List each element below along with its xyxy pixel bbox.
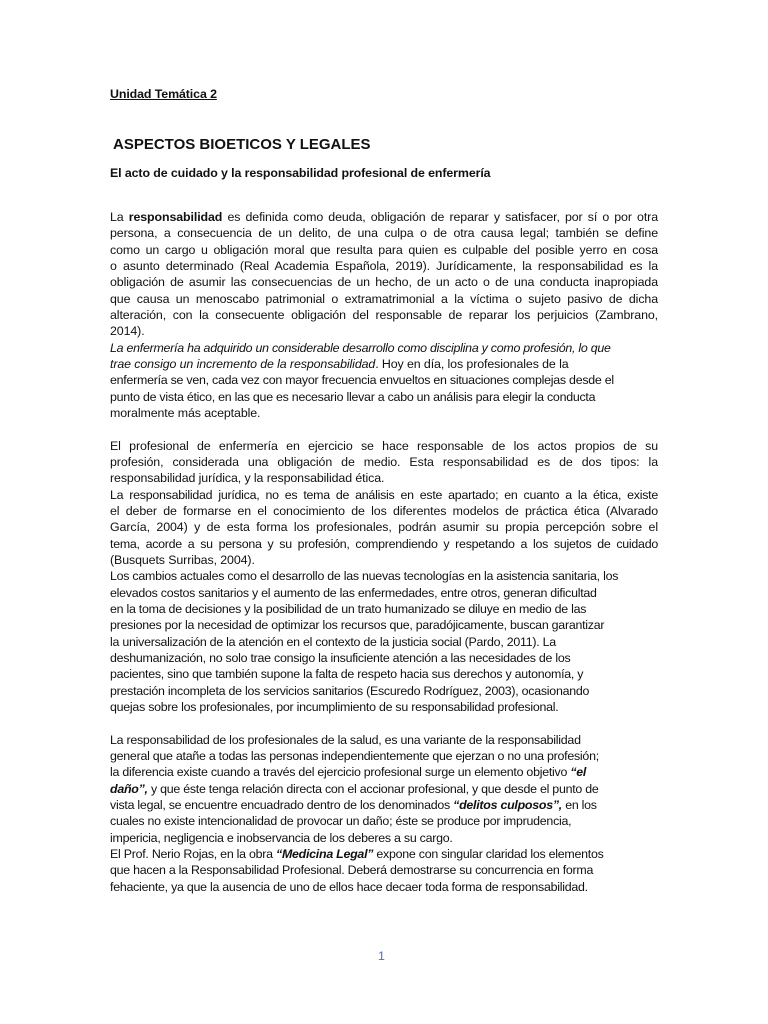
text-line: enfermería se ven, cada vez con mayor frecuencia envueltos en situaciones complejas desde el <box>110 373 614 387</box>
text-line <box>110 209 658 225</box>
text-line: presiones por la necesidad de optimizar los recursos que, paradójicamente, buscan garantizar <box>110 618 605 632</box>
text-line <box>110 764 586 780</box>
text-line: como un cargo u obligación moral que resulta para quien es culpable del posible yerro en cosa <box>110 243 658 257</box>
text-line: obligación de asumir las consecuencias de un hecho, de un acto o de una conducta inapropiada <box>110 275 658 289</box>
bold-term: responsabilidad <box>128 210 223 224</box>
text-line: o asunto determinado (Real Academia Española, 2019). Jurídicamente, la responsabilidad es la <box>110 259 658 273</box>
page-number: 1 <box>378 949 385 963</box>
text-line: 2014). <box>110 324 145 338</box>
text-line: elevados costos sanitarios y el aumento de las enfermedades, entre otros, generan dificultad <box>110 586 597 600</box>
text-line: deshumanización, no solo trae consigo la insuficiente atención a las necesidades de los <box>110 651 571 665</box>
text-line: tema, acorde a su persona y su profesión, comprendiendo y respetando a los sujetos de cuidado <box>110 537 658 551</box>
text-line: García, 2004) y de esta forma los profesionales, podrán asumir su propia percepción sobre el <box>110 520 658 534</box>
text-span: expone con singular claridad los elementos <box>373 847 604 861</box>
text-span: El Prof. Nerio Rojas, en la obra <box>110 847 276 861</box>
text-line: impericia, negligencia e inobservancia de los deberes a su cargo. <box>110 831 453 845</box>
text-line <box>110 797 597 813</box>
text-line: en la toma de decisiones y la posibilidad de un trato humanizado se diluye en medio de las <box>110 602 587 616</box>
text-line: persona, a consecuencia de un delito, de una culpa o de otra causa legal; también se define <box>110 226 658 240</box>
text-line: moralmente más aceptable. <box>110 406 261 420</box>
bold-italic-term: “el <box>570 765 587 779</box>
italic-text: trae consigo un incremento de la responsabilidad <box>110 357 376 371</box>
text-line: La responsabilidad de los profesionales de la salud, es una variante de la responsabilidad <box>110 733 581 747</box>
text-line: (Busquets Surribas, 2004). <box>110 553 255 567</box>
text-line: La responsabilidad jurídica, no es tema de análisis en este apartado; en cuanto a la ética, existe <box>110 488 658 502</box>
bold-italic-term: daño”, <box>110 782 148 796</box>
text-line: alteración, con la consecuente obligación del responsable de reparar los perjuicios (Zambrano, <box>110 308 658 322</box>
main-title: ASPECTOS BIOETICOS Y LEGALES <box>113 136 371 153</box>
section-subtitle: El acto de cuidado y la responsabilidad profesional de enfermería <box>110 166 491 180</box>
text-line: fehaciente, ya que la ausencia de uno de ellos hace decaer toda forma de responsabilidad. <box>110 880 588 894</box>
document-page <box>110 0 658 1024</box>
bold-italic-term: “Medicina Legal” <box>276 847 374 861</box>
text-span: la diferencia existe cuando a través del ejercicio profesional surge un elemento objetivo <box>110 765 571 779</box>
text-line: quejas sobre los profesionales, por incumplimiento de su responsabilidad profesional. <box>110 700 559 714</box>
text-span: La <box>110 210 129 224</box>
text-line: Los cambios actuales como el desarrollo de las nuevas tecnologías en la asistencia sanitaria, los <box>110 569 619 583</box>
text-line: El profesional de enfermería en ejercicio se hace responsable de los actos propios de su <box>110 439 658 453</box>
text-line: prestación incompleta de los servicios sanitarios (Escuredo Rodríguez, 2003), ocasionando <box>110 684 590 698</box>
text-span: en los <box>562 798 597 812</box>
unit-title: Unidad Temática 2 <box>110 87 217 101</box>
text-span: y que éste tenga relación directa con el accionar profesional, y que desde el punto de <box>147 782 599 796</box>
text-line: la universalización de la atención en el contexto de la justicia social (Pardo, 2011). La <box>110 635 556 649</box>
text-line: el deber de formarse en el conocimiento de los diferentes modelos de práctica ética (Alvarado <box>110 504 658 518</box>
text-line: que causa un menoscabo patrimonial o extramatrimonial a la víctima o sujeto pasivo de dicha <box>110 292 658 306</box>
text-span: vista legal, se encuentre encuadrado dentro de los denominados <box>110 798 454 812</box>
text-line: que hacen a la Responsabilidad Profesional. Deberá demostrarse su concurrencia en forma <box>110 863 594 877</box>
text-line <box>110 846 604 862</box>
bold-italic-term: “delitos culposos”, <box>453 798 562 812</box>
text-line: punto de vista ético, en las que es necesario llevar a cabo un análisis para elegir la conducta <box>110 390 596 404</box>
text-line: cuales no existe intencionalidad de provocar un daño; éste se produce por imprudencia, <box>110 814 572 828</box>
text-line: general que atañe a todas las personas independientemente que ejerzan o no una profesión; <box>110 749 599 763</box>
text-span: es definida como deuda, obligación de reparar y satisfacer, por sí o por otra <box>222 210 658 224</box>
italic-text-line: La enfermería ha adquirido un considerable desarrollo como disciplina y como profesión, lo que <box>110 341 611 355</box>
text-line <box>110 356 569 372</box>
text-line: pacientes, sino que también supone la falta de respeto hacia sus derechos y autonomía, y <box>110 667 584 681</box>
text-line: responsabilidad jurídica, y la responsabilidad ética. <box>110 471 385 485</box>
text-span: . Hoy en día, los profesionales de la <box>375 357 569 371</box>
text-line <box>110 781 599 797</box>
text-line: profesión, considerada una obligación de medio. Esta responsabilidad es de dos tipos: la <box>110 455 658 469</box>
